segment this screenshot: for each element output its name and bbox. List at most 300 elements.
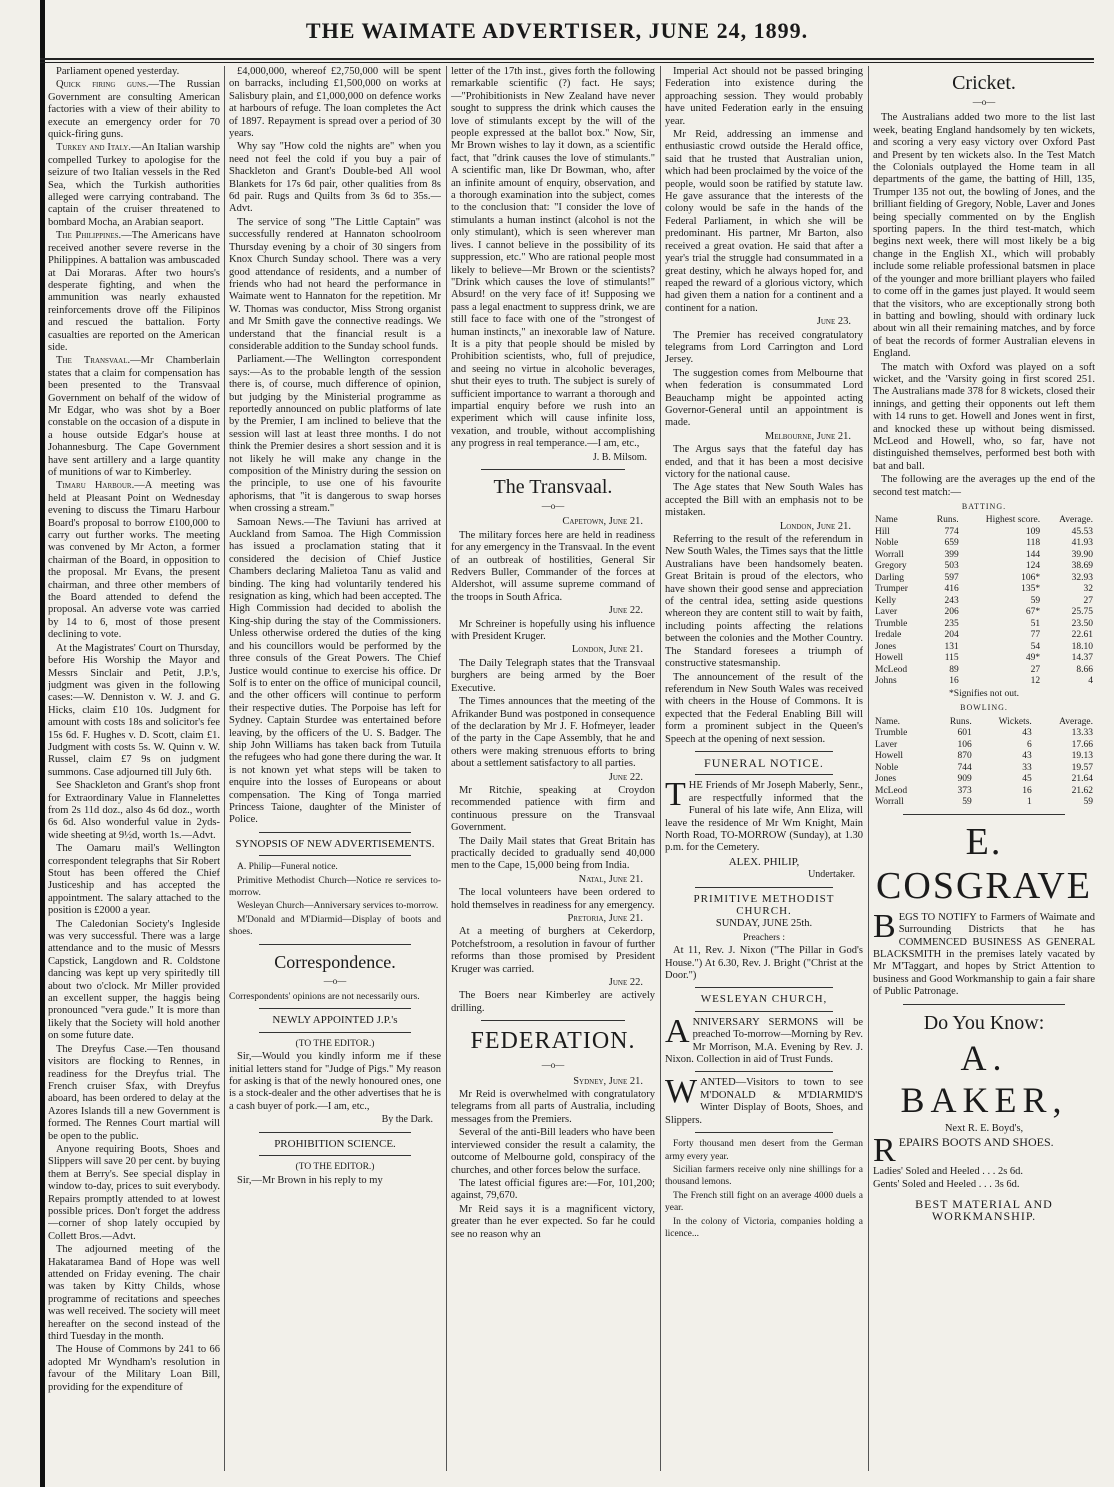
paragraph [451, 1178, 655, 1203]
federation-heading: FEDERATION. [470, 1028, 636, 1055]
masthead: THE WAIMATE ADVERTISER, JUNE 24, 1899. [305, 18, 809, 43]
paragraph-text: The Times announces that the meeting of the Afrikander Bund was postponed in consequence of the declaration by Mr J. F. Hofmeyer, leader of the party in the Cape Assembly, that he and others were making strenuous efforts to bring about a settlement satisfactory to all parties. [451, 696, 655, 770]
primitive-preachers-label: Preachers : [743, 932, 785, 943]
table-cell: Jones [875, 774, 897, 785]
dateline: Capetown, June 21. [562, 516, 643, 528]
paragraph-text: Mr Reid says it is a magnificent victory, greater than he ever expected. So far he could see no reason why an [451, 1203, 655, 1240]
paragraph-text: Imperial Act should not be passed bringing Federation into existence during the approaching session. They would probably have united Federation early in the ensuing year. [665, 66, 863, 127]
table-cell: Worrall [875, 797, 904, 808]
primitive-heading: PRIMITIVE METHODIST CHURCH. [693, 892, 835, 917]
batting-header-row [873, 515, 1095, 527]
table-cell: 144 [1025, 549, 1041, 560]
paragraph-text: The adjourned meeting of the Hakataramea Band of Hope was well attended on Friday evening. The chair was taken by Kitty Childs, whose programme of recitations and speeches was well received. The society will meet hereafter on the second instead of the third Tuesday in the month. [48, 1244, 220, 1343]
paragraph-text: The Daily Telegraph states that the Transvaal burghers are being armed by the Boer Executive. [451, 657, 655, 694]
table-row [873, 538, 1095, 550]
cosgrave-name: E. COSGRAVE [876, 820, 1092, 907]
paragraph-text: The Caledonian Society's Ingleside was very successful. There was a large attendance and to the music of Messrs Capstick, Langdown and R. Coldstone dancing was kept up very spiritedly till about two o'clock. Mr Miller provided an excellent supper, the haggis being pronounced "vera gude." It is more than likely that the Society will hold another on some future date. [48, 918, 220, 1042]
paragraph-text: The Dreyfus Case.—Ten thousand visitors are flocking to Rennes, in readiness for the Dreyfus trial. The French cruiser Sfax, with Dreyfus aboard, has been ordered to delay at the Azores Islands till a new Government is formed. The Rennes Court martial will be open to the public. [48, 1043, 220, 1142]
funeral-body: HE Friends of Mr Joseph Maberly, Senr., are respectfully informed that the Funeral of his late wife, Ann Eliza, will leave the residence of Mr Wm Knight, Main North Road, TO-MORROW (Sunday), at 1.30 p.m. for the Cemetery. [665, 780, 863, 854]
divider [481, 469, 625, 470]
column-rule [868, 66, 869, 1471]
table-cell: 235 [944, 618, 959, 629]
transvaal-section [451, 516, 655, 1015]
paragraph-text: The announcement of the result of the referendum in New South Wales was received with cheers in the House of Commons. It is expected that the Federal Enabling Bill will form a prominent subject in the Queen's Speech at the opening of next session. [665, 671, 863, 745]
masthead-rule-thin [40, 62, 1094, 63]
table-cell: 12 [1030, 676, 1041, 687]
ornament: —o— [541, 1060, 565, 1071]
paragraph-text: Anyone requiring Boots, Shoes and Slippers will save 20 per cent. by buying them at Berry's. See special display in window to-day, prices to suit everybody. Repairs promptly attended to at lowest possible prices. Don't forget the address—corner of shop lately occupied by Collett Bros.—Advt. [48, 1143, 220, 1242]
table-row [873, 630, 1095, 642]
paragraph-text: Mr Reid, addressing an immense and enthusiastic crowd outside the Herald office, said that he trusted that Australian union, which had been proclaimed by the voice of the people, would soon be ratified by statute law. He gave assurance that the interests of the colony would be safe in the hands of the Federal Parliament, in which she will be predominant. His partner, Mr Barton, also received a great ovation. He said that after a year's trial the struggle had consummated in a great destiny, which he always hoped for, and reaped the reward of a glorious victory, which had given them a nation for a continent and a continent for a nation. [665, 129, 863, 314]
paragraph-text: At the Magistrates' Court on Thursday, before His Worship the Mayor and Messrs Sinclair and Petit, J.P.'s, judgment was given in the following cases:—W. Denniston v. W. J. and G. Hicks, claim £10 10s. Judgment for amount with costs 18s and solicitor's fee 15s 6d. F. Hughes v. D. Scott, claim £1. Judgment with costs 5s. W. Quinn v. W. Russel, claim £7 9s on judgment summons. Case adjourned till July 6th. [48, 642, 220, 778]
table-header-cell: Highest score. [985, 515, 1041, 526]
paragraph-text: At a meeting of burghers at Cekerdorp, Potchefstroom, a resolution in favour of further reforms than those promised by President Kruger was carried. [451, 926, 655, 975]
funeral-role: Undertaker. [808, 869, 855, 881]
table-cell: 33 [1022, 762, 1032, 773]
wanted-body: ANTED—Visitors to town to see M'DONALD & M'DIARMID'S Winter Display of Boots, Shoes, and Slippers. [665, 1077, 863, 1126]
ornament: —o— [972, 97, 996, 107]
column-rule [224, 66, 225, 1471]
paragraph [48, 1044, 220, 1143]
paragraph-text: See Shackleton and Grant's shop front for Extraordinary Value in Flannelettes from 2s 11d doz., also 4s 6d doz., worth 6s 6d. Also wonderful value in 2yds-wide sheeting at 9½d, worth 1s.—Advt. [48, 780, 220, 841]
table-cell: Johns [875, 676, 897, 687]
table-cell: 601 [957, 728, 972, 739]
table-row [873, 740, 1095, 752]
transvaal-heading: The Transvaal. [493, 476, 613, 498]
table-cell: 597 [944, 572, 959, 583]
table-row [873, 573, 1095, 585]
masthead-rule [40, 58, 1094, 60]
baker-tag: Do You Know: [923, 1011, 1045, 1034]
divider [259, 1132, 411, 1133]
table-cell: 43 [1022, 751, 1032, 762]
divider [481, 1020, 625, 1021]
wesleyan-notice [665, 1012, 863, 1067]
paragraph [451, 658, 655, 695]
table-cell: 16 [1022, 785, 1032, 796]
table-cell: 909 [957, 774, 972, 785]
table-cell: 774 [944, 526, 959, 537]
divider [695, 987, 833, 988]
paragraph [48, 142, 220, 229]
table-row [873, 774, 1095, 786]
letter-body: Sir,—Mr Brown in his reply to my [237, 1174, 383, 1186]
funeral-heading: FUNERAL NOTICE. [704, 755, 824, 770]
ornament: —o— [323, 975, 347, 986]
table-cell: 18.10 [1071, 641, 1093, 652]
table-cell: 21.62 [1071, 785, 1093, 796]
table-header-cell: Wickets. [998, 716, 1032, 727]
table-cell: Gregory [875, 561, 907, 572]
extra-item: The French still fight on an average 4000 duels a year. [665, 1190, 863, 1214]
paragraph [229, 217, 441, 353]
paragraph-text: The House of Commons by 241 to 66 adopted Mr Wyndham's resolution in favour of the Military Loan Bill, providing for the expenditure of [48, 1344, 220, 1393]
table-cell: Laver [875, 739, 898, 750]
wanted-notice [665, 1073, 863, 1127]
column-rule [660, 66, 661, 1471]
synopsis-heading: SYNOPSIS OF NEW ADVERTISEMENTS. [235, 837, 435, 850]
table-cell: 416 [944, 584, 959, 595]
paragraph [229, 354, 441, 515]
table-cell: 51 [1030, 618, 1041, 629]
baker-line: Gents' Soled and Heeled . . . 3s 6d. [873, 1179, 1020, 1191]
paragraph-lead: The Transvaal. [56, 355, 131, 367]
letter-to-editor: (TO THE EDITOR.) [295, 1162, 375, 1173]
baker-headline-text: EPAIRS BOOTS AND SHOES. [898, 1134, 1054, 1149]
table-cell: 38.69 [1071, 561, 1093, 572]
table-cell: 19.57 [1071, 762, 1093, 773]
synopsis-item: Primitive Methodist Church—Notice re services to-morrow. [229, 875, 441, 898]
table-cell: 8.66 [1076, 664, 1093, 675]
paragraph-text: The suggestion comes from Melbourne that when federation is consummated Lord Beauchamp might be appointed acting Governor-General until an appointment is made. [665, 367, 863, 429]
divider [695, 887, 833, 888]
table-cell: 19.13 [1071, 751, 1093, 762]
batting-body [873, 527, 1095, 688]
table-cell: 16 [949, 676, 959, 687]
table-cell: 4 [1088, 676, 1093, 687]
paragraph [451, 1089, 655, 1126]
table-row [873, 596, 1095, 608]
bowling-body [873, 728, 1095, 809]
paragraph-text: The local volunteers have been ordered to hold themselves in readiness for any emergency. [451, 887, 655, 911]
divider [903, 814, 1065, 815]
table-cell: 67* [1025, 607, 1041, 618]
paragraph [451, 619, 655, 644]
table-cell: 45 [1022, 774, 1032, 785]
table-cell: 124 [1025, 561, 1041, 572]
table-header-cell: Average. [1059, 515, 1093, 526]
paragraph-text: The service of song "The Little Captain" was successfully rendered at Hannaton schoolroom Thursday evening by a choir of 30 singers from Knox Church Sunday school. There was a very good attendance of residents, and a number of friends who had not heard the performance in Waimate went to Hannaton for the repetition. Mr W. Thomas was conductor, Miss Strong organist and Mr Smith gave the connective readings. We understand that the financial result is a considerable addition to the Sunday school funds. [229, 216, 441, 352]
table-cell: 89 [949, 664, 959, 675]
table-cell: 59 [1030, 595, 1041, 606]
paragraph [451, 785, 655, 835]
baker-footer: BEST MATERIAL AND WORKMANSHIP. [915, 1196, 1053, 1224]
dateline: June 22. [608, 977, 643, 989]
table-cell: 14.37 [1071, 653, 1093, 664]
table-cell: 43 [1022, 728, 1032, 739]
table-cell: 27 [1083, 595, 1093, 606]
paragraph [451, 887, 655, 912]
divider [259, 1008, 411, 1009]
cricket-section [873, 112, 1095, 499]
correspondence-heading: Correspondence. [274, 951, 396, 972]
paragraph [873, 112, 1095, 360]
paragraph-text: Why say "How cold the nights are" when you need not feel the cold if you buy a pair of Shackleton and Grant's Double-bed All wool Blankets for 17s 6d pair, other qualities from 8s 6d pair. Rugs and Quilts from 3s 6d to 35s.—Advt. [229, 141, 441, 215]
divider [259, 832, 411, 833]
letter-body: Sir,—Would you kindly inform me if these initial letters stand for "Judge of Pigs." My reason for asking is that of the newly honoured ones, one is a stock-dealer and the other advertises that he is a cash buyer of pork.—I am, etc., [229, 1051, 441, 1112]
table-row [873, 642, 1095, 654]
paragraph [665, 330, 863, 367]
paragraph-text: Referring to the result of the referendum in New South Wales, the Times says that the little Australians have been handsomely beaten. Great Britain is proud of the electors, who have shown their good sense and appreciation of the central idea, setting aside questions whereon they are content still to wait by faith, including points affecting the relations between the colonies and the Mother Country. The Standard foresees a triumph of constructive statesmanship. [665, 534, 863, 670]
table-cell: 21.64 [1071, 774, 1093, 785]
table-header-cell: Name. [875, 716, 901, 727]
table-cell: Darling [875, 572, 905, 583]
table-cell: 17.66 [1071, 739, 1093, 750]
paragraph-text: Mr Reid is overwhelmed with congratulatory telegrams from all parts of Australia, including messages from the Premiers. [451, 1089, 655, 1125]
paragraph-text: —The Americans have received another severe reverse in the Philippines. A battalion was ambuscaded at Dai Moraras. After two hours's desperate fighting, and when the ammunition was nearly exhausted reinforcements drove off the Filipinos and rescued the battalion. Forty casualties are reported on the American side. [48, 230, 220, 353]
letter-continuation: letter of the 17th inst., gives forth the following remarkable scientific (?) fact. He says;—"Prohibitionists in New Zealand have never sought to suppress the drink which causes the love of stimulants except by the will of the people expressed at the ballot box." Now, Sir, Mr Brown wishes to lay it down, as a scientific fact, that "drink causes the love of stimulants." A scientific man, like Dr Bowman, who, after an infinite amount of enquiry, observation, and a thorough examination into the subject, comes to the conclusion that: "I consider the love of stimulants a human instinct (alcohol is not the only stimulant), which is seen wherever man lives. I cannot believe in the possibility of its suppression, etc." Who are rational people most likely to believe—Mr Brown or the scientists? "Drink which causes the love of stimulants!" Absurd! on the very face of it! Supposing we pass a legal enactment to suppress drink, we are still face to face with one of the "strongest of human instincts," an inexorable law of Nature. It is a pity that people should be misled by Prohibition scientists, who, full of prejudice, and seeing no virtue in alcoholic beverages, shut their eyes to truth. The subject is surely of sufficient importance to warrant a thorough and impartial enquiry before we rush into an experiment which will cause infinite loss, vexation, and trouble, without accomplishing any progress in real temperance.—I am, etc., [451, 66, 655, 450]
divider [259, 855, 411, 856]
table-cell: 6 [1027, 739, 1032, 750]
paragraph-text: Mr Ritchie, speaking at Croydon recommended patience with firm and continuous pressure on the Transvaal Government. [451, 784, 655, 834]
paragraph [665, 66, 863, 128]
funeral-notice [665, 776, 863, 854]
cricket-heading: Cricket. [952, 72, 1016, 94]
table-cell: 22.61 [1071, 630, 1093, 641]
table-row [873, 786, 1095, 798]
table-cell: 25.75 [1071, 607, 1093, 618]
cosgrave-notice [873, 907, 1095, 999]
letter-heading: NEWLY APPOINTED J.P.'s [272, 1014, 398, 1027]
paragraph [873, 362, 1095, 474]
paragraph [48, 230, 220, 354]
column-3 [451, 66, 655, 1471]
table-cell: 659 [944, 538, 959, 549]
batting-caption: BATTING. [961, 502, 1007, 511]
table-header-cell: Runs. [949, 716, 972, 727]
funeral-signature: ALEX. PHILIP, [728, 855, 800, 868]
paragraph [873, 474, 1095, 499]
table-cell: 503 [944, 561, 959, 572]
table-row [873, 653, 1095, 665]
table-cell: 13.33 [1071, 728, 1093, 739]
paragraph [48, 355, 220, 479]
baker-name: A. BAKER, [900, 1037, 1068, 1120]
paragraph [665, 129, 863, 315]
table-cell: Hill [875, 526, 890, 537]
table-cell: Laver [875, 607, 898, 618]
column-rule [446, 66, 447, 1471]
table-cell: 39.90 [1071, 549, 1093, 560]
paragraph-lead: Quick firing guns. [56, 79, 149, 91]
divider [695, 1071, 833, 1072]
federation-section [451, 1076, 655, 1241]
dateline: London, June 21. [571, 644, 643, 656]
table-cell: Kelly [875, 595, 897, 606]
dateline: Natal, June 21. [578, 873, 643, 885]
table-row [873, 751, 1095, 763]
table-cell: 59 [1083, 797, 1093, 808]
paragraph [665, 482, 863, 519]
table-cell: McLeod [875, 664, 908, 675]
paragraph [665, 368, 863, 430]
dropcap: W [665, 1073, 698, 1111]
dateline: June 22. [608, 605, 643, 617]
paragraph-lead: Timaru Harbour. [56, 480, 135, 492]
table-row [873, 550, 1095, 562]
primitive-body: At 11, Rev. J. Nixon ("The Pillar in God's House.") At 6.30, Rev. J. Bright ("Christ at the Door.") [665, 945, 863, 982]
paragraph-lead: The Philippines. [56, 230, 122, 242]
paragraph-text: —Mr Chamberlain states that a claim for compensation has been presented to the Transvaal Government on behalf of the widow of Mr Edgar, who was shot by a Boer constable on the occasion of a dispute in a house outside Edgar's house at Johannesburg. The Cape Government have sent artillery and a large quantity of munitions of war to Kimberley. [48, 355, 220, 478]
paragraph [48, 780, 220, 842]
paragraph-text: Mr Schreiner is hopefully using his influence with President Kruger. [451, 618, 655, 643]
table-cell: 59 [962, 797, 972, 808]
paragraph-text: Parliament opened yesterday. [56, 66, 180, 77]
table-cell: 54 [1030, 641, 1041, 652]
batting-note: *Signifies not out. [949, 688, 1019, 699]
paragraph [48, 79, 220, 141]
bowling-caption: BOWLING. [960, 703, 1008, 713]
table-cell: 77 [1030, 630, 1041, 641]
paragraph [451, 530, 655, 604]
paragraph-text: —An Italian warship compelled Turkey to apologise for the seizure of two Italian vessels in the Red Sea, which the Turkish authorities alleged were carrying contraband. The captain of the cruiser threatened to bombard Mocha, an Arabian seaport. [48, 142, 220, 228]
paragraph [229, 141, 441, 215]
table-cell: 131 [944, 641, 959, 652]
table-cell: 135* [1021, 584, 1041, 595]
paragraph-text: The Argus says that the fateful day has ended, and that it has been a most decisive victory for the national cause. [665, 444, 863, 480]
table-cell: 32.93 [1071, 572, 1093, 583]
extra-item: Sicilian farmers receive only nine shillings for a thousand lemons. [665, 1164, 863, 1188]
table-cell: Howell [875, 751, 903, 762]
divider [695, 774, 833, 775]
letter-signature: By the Dark. [381, 1114, 433, 1126]
table-cell: Iredale [875, 630, 902, 641]
table-cell: 1 [1027, 797, 1032, 808]
paragraph-text: The Oamaru mail's Wellington correspondent telegraphs that Sir Robert Stout has been offered the Chief Justiceship and has accepted the appointment. The salary attached to the position is £2000 a year. [48, 843, 220, 917]
divider [695, 1132, 833, 1133]
letter-signature: J. B. Milsom. [592, 451, 647, 463]
dateline: June 23. [816, 316, 851, 328]
table-header-cell: Name [875, 515, 898, 526]
paragraph [665, 534, 863, 670]
dateline: June 22. [608, 771, 643, 783]
batting-table [873, 515, 1095, 688]
table-cell: Howell [875, 653, 903, 664]
table-cell: 744 [957, 762, 972, 773]
paragraph-text: —The Russian Government are consulting American factories with a view of their ability to execute an emergency order for 70 quick-firing guns. [48, 79, 220, 141]
extras-list [665, 1138, 863, 1240]
paragraph-lead: Turkey and Italy. [56, 142, 131, 154]
table-cell: 204 [944, 630, 959, 641]
baker-address: Next R. E. Boyd's, [944, 1122, 1024, 1134]
table-row [873, 665, 1095, 677]
paragraph-text: The match with Oxford was played on a soft wicket, and the 'Varsity going in first scored 251. The Australians made 378 for 8 wickets, closed their innings, and getting their opponents out left them with 14 runs to get. Howell and Jones went in first, and knocked these up without being dismissed. McLeod and Howell, who, so far, have not distinguished themselves, performed best both with bat and ball. [873, 361, 1095, 472]
table-cell: 23.50 [1071, 618, 1093, 629]
paragraph [451, 1204, 655, 1241]
paragraph-text: £4,000,000, whereof £2,750,000 will be spent on barracks, including £1,500,000 on works at Salisbury plain, and £1,000,000 on defence works at harbours of refuge. The loan completes the Act of 1897. Repayment is spread over a period of 30 years. [229, 66, 441, 140]
divider [695, 1011, 833, 1012]
table-cell: Jones [875, 641, 897, 652]
paragraph [229, 517, 441, 827]
dropcap: T [665, 776, 686, 814]
paragraph [229, 66, 441, 140]
synopsis-item: Wesleyan Church—Anniversary services to-morrow. [237, 901, 439, 912]
primitive-date: SUNDAY, JUNE 25th. [715, 918, 813, 930]
synopsis-item: A. Philip—Funeral notice. [237, 862, 338, 873]
synopsis-item: M'Donald and M'Diarmid—Display of boots and shoes. [229, 914, 441, 938]
paragraph [451, 990, 655, 1015]
paragraph [48, 1244, 220, 1343]
paragraph [48, 843, 220, 917]
page-edge-bar [40, 0, 45, 1487]
table-row [873, 763, 1095, 775]
dateline: Pretoria, June 21. [567, 913, 643, 924]
ornament: —o— [541, 501, 565, 511]
table-cell: 115 [944, 653, 959, 664]
paragraph-text: The military forces here are held in readiness for any emergency in the Transvaal. In the event of an outbreak of hostilities, General Sir Redvers Buller, Commander of the forces at Aldershot, will assume supreme command of the troops in South Africa. [451, 529, 655, 603]
table-cell: 373 [957, 785, 972, 796]
table-cell: 41.93 [1071, 538, 1093, 549]
table-row [873, 676, 1095, 688]
paragraph-text: The Australians added two more to the list last week, beating England handsomely by ten wickets, and scoring a very easy victory over Oxford Past and Present by ten wickets also. In the Test Match the Colonials outplayed the Home team in all departments of the game, the batting of Hill, 135, Trumper 135 not out, the bowling of Jones, and the brilliant fielding of Gregory, Noble, Laver and Jones being specially commented on by the English sporting papers. In the third test-match, which begins next week, there will most likely be a big change in the English XI., which will probably include some reliable professional batsmen in place of the younger and more brilliant players who failed to come off in the games just played. It would seem that the visitors, who are exceptionally strong both in batting and bowling, should with ordinary luck about win all their remaining matches, and by force of beat the records of former Australian elevens in England. [873, 112, 1095, 360]
synopsis-list [229, 861, 441, 938]
column-2-paragraphs [229, 66, 441, 827]
extra-item: In the colony of Victoria, companies holding a licence... [665, 1216, 863, 1239]
paragraph-text: Parliament.—The Wellington correspondent says:—As to the probable length of the session there is, of course, much difference of opinion, but judging by the Ministerial programme as reportedly announced on public platforms of late by the Premier, I am inclined to believe that the session will last at least three months. I do not think the Premier desires a short session and it is not likely he will make any change in the composition of the Ministry during the session on the principle, to use one of his favourite aphorisms, that "it is dangerous to swap horses when crossing a stream." [229, 354, 441, 515]
paragraph [48, 643, 220, 779]
table-cell: 49* [1025, 653, 1041, 664]
paragraph-text: The following are the averages up the end of the second test match:— [873, 474, 1095, 498]
table-cell: 32 [1083, 584, 1093, 595]
table-cell: 118 [1026, 538, 1041, 549]
table-row [873, 619, 1095, 631]
paragraph [665, 444, 863, 481]
dateline: Melbourne, June 21. [764, 430, 851, 442]
table-cell: Trumper [875, 584, 908, 595]
table-row [873, 561, 1095, 573]
paragraph-text: Samoan News.—The Taviuni has arrived at Auckland from Samoa. The High Commission has issued a proclamation stating that it considered the decision of Chief Justice Chambers declaring Malietoa Tanu as valid and binding. The king had voluntarily tendered his resignation as king, which had been accepted. The High Commission had decided to abolish the King-ship during the stay of the Commissioners. Unless otherwise ordered the duties of the king and his councillors would be performed by the three consuls of the Great Powers. The Chief Justice would continue to exercise his office. Dr Solf is to enter on the office of municipal council, and the other officers will continue to perform their respective duties. The Porpoise has left for Sydney. Captain Sturdee was entertained before leaving, by the officers of the U. S. Badger. The ship John Williams has taken back from Tutuila the refugees who had gone there during the war. It is not known yet what steps will be taken to enquire into the losses of Europeans or about compensation. The King of Tonga married Princess Taione, daughter of the Minister of Police. [229, 516, 441, 826]
table-cell: McLeod [875, 785, 908, 796]
table-cell: 109 [1025, 526, 1041, 537]
column-1 [48, 66, 220, 1471]
table-cell: 870 [957, 751, 972, 762]
table-cell: 106* [1021, 572, 1041, 583]
wesleyan-heading: WESLEYAN CHURCH, [700, 993, 828, 1006]
table-row [873, 584, 1095, 596]
divider [259, 1032, 411, 1033]
table-header-cell: Runs. [936, 515, 959, 526]
table-cell: 27 [1030, 664, 1041, 675]
table-cell: Trumble [875, 728, 908, 739]
table-row [873, 607, 1095, 619]
column-4 [665, 66, 863, 1471]
paragraph [451, 1127, 655, 1177]
table-cell: 206 [944, 607, 959, 618]
dropcap: R [873, 1131, 896, 1169]
table-cell: 106 [957, 739, 972, 750]
dateline: London, June 21. [779, 520, 851, 532]
paragraph-text: The Boers near Kimberley are actively drilling. [451, 990, 655, 1014]
bowling-header-row [873, 717, 1095, 729]
table-cell: Noble [875, 762, 899, 773]
paragraph [451, 926, 655, 976]
paragraph-text: The Age states that New South Wales has accepted the Bill with an emphasis not to be mistaken. [665, 482, 863, 519]
column-2 [229, 66, 441, 1471]
paragraph [48, 1144, 220, 1243]
paragraph-text: The Daily Mail states that Great Britain has practically decided to gradually send 40,000 men to the Cape, 15,000 being from India. [451, 835, 655, 872]
table-cell: Trumble [875, 618, 908, 629]
extra-item: Forty thousand men desert from the German army every year. [665, 1139, 863, 1162]
cosgrave-body: EGS TO NOTIFY to Farmers of Waimate and Surrounding Districts that he has COMMENCED BUSINESS AS GENERAL BLACKSMITH in the premises lately vacated by Mr M'Taggart, and hopes by Strict Attention to business and Good Workmanship to gain a fair share of Public Patronage. [873, 911, 1095, 998]
paragraph [665, 672, 863, 746]
paragraph [451, 696, 655, 770]
bowling-table [873, 717, 1095, 809]
table-cell: Worrall [875, 549, 904, 560]
dropcap: B [873, 907, 896, 945]
paragraph-text: Several of the anti-Bill leaders who have been interviewed consider the result a calamity, the outcome of Melbourne gold, conspiracy of the churches, and other forces below the surface. [451, 1127, 655, 1176]
table-header-cell: Average. [1059, 716, 1093, 727]
paragraph [451, 836, 655, 873]
divider [695, 751, 833, 752]
dateline: Sydney, June 21. [573, 1075, 643, 1087]
paragraph [48, 919, 220, 1043]
table-cell: 399 [944, 549, 959, 560]
paragraph-text: —A meeting was held at Pleasant Point on Wednesday evening to discuss the Timaru Harbour Board's proposal to borrow £100,000 to carry out further works. The meeting was convened by Mr Acton, a former chairman of the Board, in opposition to the proposal. Mr Evans, the present chairman, and three other members of the Board attended to defend the proposal. An adverse vote was carried by 14 to 6, most of those present declining to vote. [48, 480, 220, 641]
baker-line: Ladies' Soled and Heeled . . . 2s 6d. [873, 1165, 1024, 1177]
paragraph-text: The latest official figures are:—For, 101,200; against, 79,670. [451, 1177, 655, 1202]
table-cell: 243 [944, 595, 959, 606]
column-5 [873, 66, 1095, 1471]
